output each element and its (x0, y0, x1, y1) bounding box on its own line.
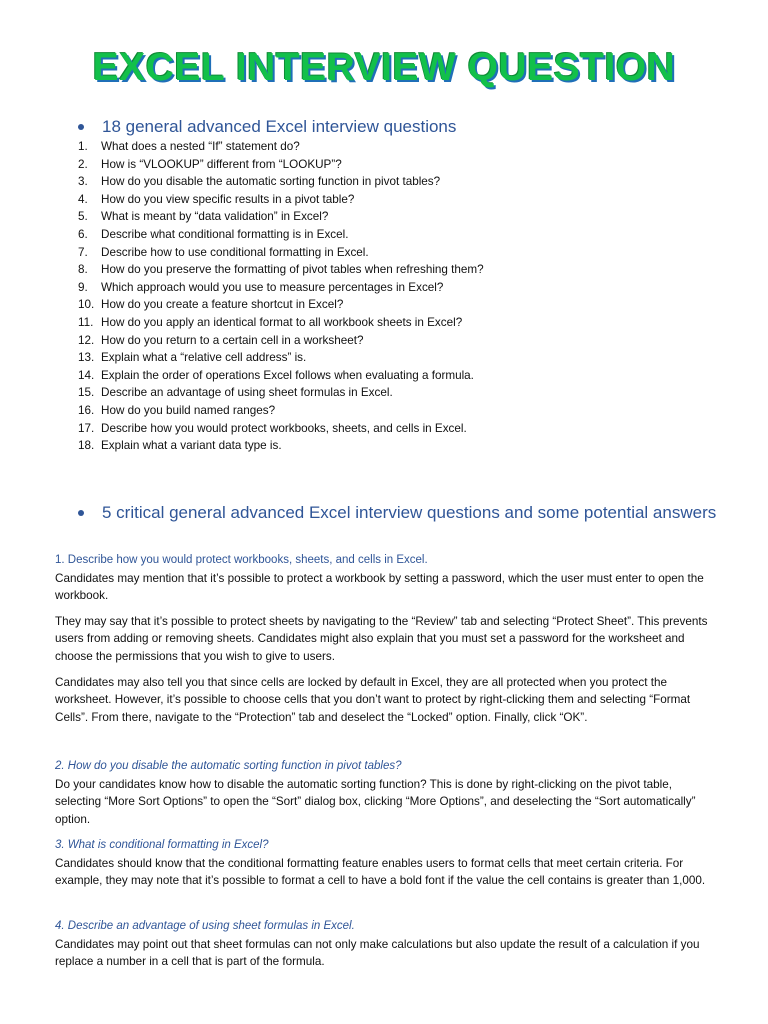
item-text: Explain what a variant data type is. (101, 439, 282, 453)
item-number: 3. (78, 175, 88, 189)
answer-paragraph: Candidates may mention that it’s possible to protect a workbook by setting a password, which the user must enter to open the workbook. (55, 571, 704, 603)
item-text: Describe how you would protect workbooks, sheets, and cells in Excel. (101, 421, 467, 435)
item-number: 13. (78, 351, 95, 365)
list-item (78, 420, 484, 438)
item-number: 8. (78, 263, 88, 277)
item-text: What does a nested “If” statement do? (101, 140, 300, 153)
item-number: 10. (78, 298, 95, 312)
page-title: EXCEL INTERVIEW QUESTION (92, 46, 676, 89)
answer-heading: 2. How do you disable the automatic sorting function in pivot tables? (55, 760, 402, 772)
answer-heading: 1. Describe how you would protect workbooks, sheets, and cells in Excel. (55, 554, 428, 566)
item-number: 7. (78, 245, 88, 259)
answer-paragraph: Candidates may point out that sheet formulas can not only make calculations but also update the result of a calculation if you replace a number in a cell that is part of the formula. (55, 937, 700, 969)
list-item (78, 349, 484, 367)
section-heading-text: 18 general advanced Excel interview questions (102, 117, 457, 136)
bullet-icon (78, 510, 84, 516)
answer-paragraph: They may say that it’s possible to protect sheets by navigating to the “Review” tab and selecting “Protect Sheet”. This prevents users from adding or removing sheets. Candidates might also explain that you must set a password for the worksheet and choose the permissions that you wish to give to users. (55, 614, 708, 663)
item-number: 14. (78, 368, 95, 382)
item-number: 17. (78, 421, 95, 435)
list-item (78, 226, 484, 244)
list-item (78, 437, 484, 455)
list-item (78, 191, 484, 209)
item-text: How do you apply an identical format to all workbook sheets in Excel? (101, 315, 463, 329)
item-number: 9. (78, 280, 88, 294)
answer-paragraph: Candidates may also tell you that since cells are locked by default in Excel, they are all protected when you protect the worksheet. However, it’s possible to choose cells that you don’t want to protect by right-clicking them and selecting “Format Cells”. From there, navigate to the “Protection” tab and deselect the “Locked” option. Finally, click “OK”. (55, 675, 691, 724)
item-text: Explain what a “relative cell address” is. (101, 351, 307, 365)
item-text: Describe what conditional formatting is in Excel. (101, 227, 349, 241)
list-item (78, 279, 484, 297)
answer-heading: 4. Describe an advantage of using sheet formulas in Excel. (55, 920, 355, 932)
list-item (78, 367, 484, 385)
answer-block-3 (55, 837, 720, 890)
section-heading-answers (78, 500, 722, 526)
item-text: What is meant by “data validation” in Excel? (101, 210, 329, 224)
item-text: Which approach would you use to measure percentages in Excel? (101, 280, 444, 294)
item-text: How do you preserve the formatting of pivot tables when refreshing them? (101, 263, 484, 277)
question-list (78, 138, 484, 455)
item-text: Describe how to use conditional formatting in Excel. (101, 245, 369, 259)
list-item (78, 244, 484, 262)
section-heading-text: 5 critical general advanced Excel interview questions and some potential answers (102, 503, 717, 522)
item-number: 5. (78, 210, 88, 224)
item-number: 2. (78, 157, 88, 171)
list-item (78, 156, 484, 174)
list-item (78, 314, 484, 332)
item-text: How do you build named ranges? (101, 403, 276, 417)
list-item (78, 261, 484, 279)
list-item (78, 384, 484, 402)
item-text: How do you return to a certain cell in a worksheet? (101, 333, 364, 347)
bullet-icon (78, 124, 84, 130)
item-text: How do you create a feature shortcut in Excel? (101, 298, 344, 312)
item-number: 15. (78, 386, 95, 400)
item-number: 1. (78, 140, 88, 153)
item-text: How do you view specific results in a pivot table? (101, 192, 355, 206)
list-item (78, 208, 484, 226)
list-item (78, 296, 484, 314)
answer-paragraph: Do your candidates know how to disable the automatic sorting function? This is done by right-clicking on the pivot table, selecting “More Sort Options” to open the “Sort” dialog box, clicking “More Options”, and deselecting the “Sort automatically” option. (55, 777, 696, 826)
item-number: 4. (78, 192, 88, 206)
answer-block-1 (55, 552, 720, 726)
list-item (78, 138, 484, 156)
item-number: 12. (78, 333, 95, 347)
item-number: 16. (78, 403, 95, 417)
item-text: Explain the order of operations Excel follows when evaluating a formula. (101, 368, 474, 382)
list-item (78, 332, 484, 350)
answer-block-4 (55, 918, 720, 971)
answer-paragraph: Candidates should know that the conditional formatting feature enables users to format cells that meet certain criteria. For example, they may note that it’s possible to format a cell to have a bold font if the value the cell contains is greater than 1,000. (55, 856, 706, 888)
list-item (78, 402, 484, 420)
item-number: 6. (78, 227, 88, 241)
answer-heading: 3. What is conditional formatting in Excel? (55, 839, 269, 851)
answer-block-2 (55, 758, 720, 828)
item-text: Describe an advantage of using sheet formulas in Excel. (101, 386, 393, 400)
item-number: 18. (78, 439, 95, 453)
item-text: How is “VLOOKUP” different from “LOOKUP”? (101, 157, 342, 171)
section-heading-questions (78, 114, 722, 140)
item-text: How do you disable the automatic sorting function in pivot tables? (101, 175, 441, 189)
list-item (78, 173, 484, 191)
item-number: 11. (78, 315, 94, 329)
